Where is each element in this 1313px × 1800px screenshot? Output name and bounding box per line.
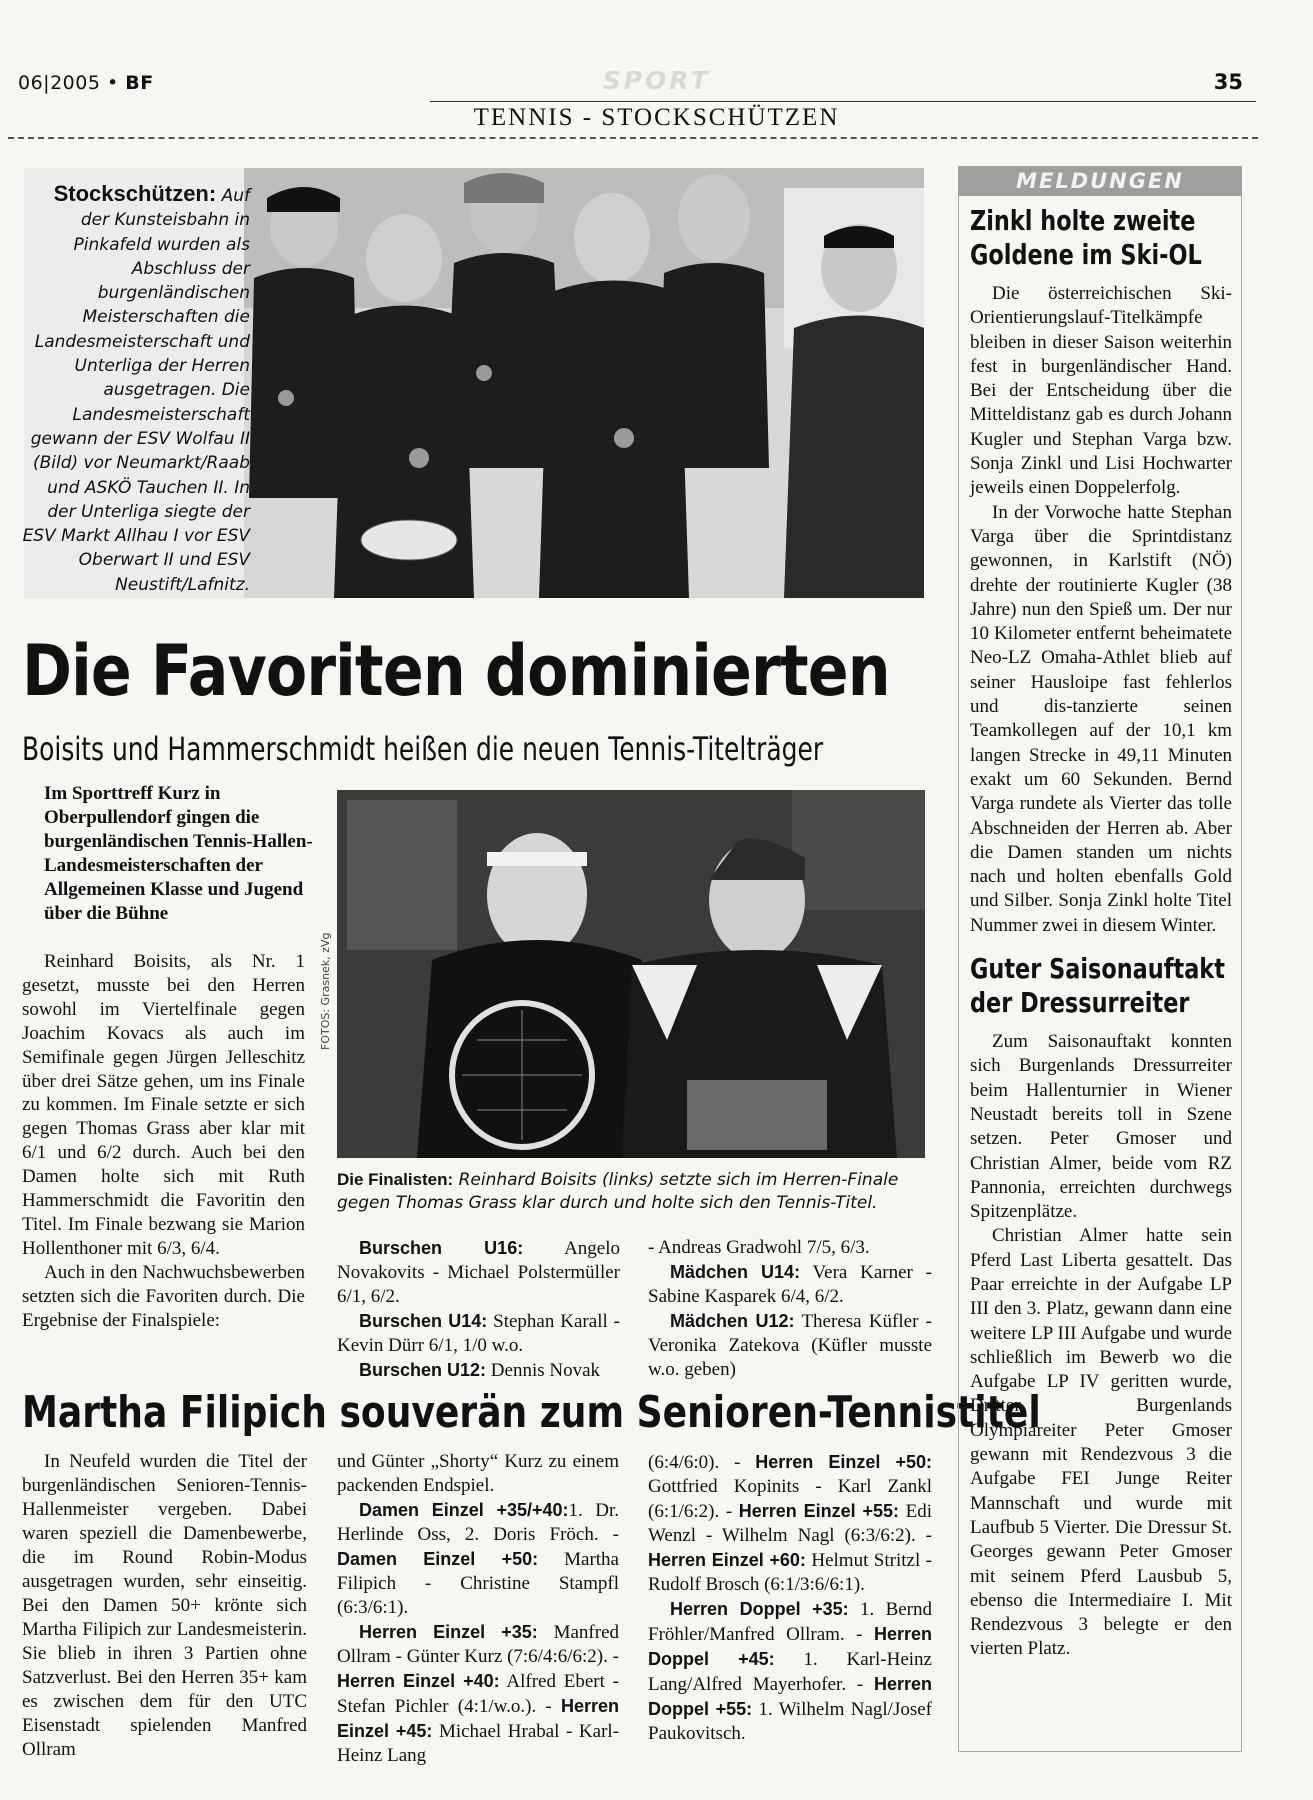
- senior-col-2: [337, 1450, 619, 1768]
- result-item: Mädchen U12: Theresa Küfler - Veronika Zatekova (Küfler musste w.o. geben): [648, 1311, 932, 1380]
- sidebar-heading: Guter Saisonauftakt der Dressurreiter: [970, 952, 1225, 1020]
- result-item: - Andreas Gradwohl 7/5, 6/3.: [648, 1237, 870, 1258]
- finalists-photo: [337, 790, 925, 1158]
- results-col-2: [648, 1236, 932, 1382]
- sidebar-paragraph: In der Vorwoche hatte Stephan Varga über die Sprintdistanz gewonnen, in Karlstift (NÖ) drehte der routinierte Kugler (38 Jahre) nun den Spieß um. Der nur 10 Kilometer entfernt beheimatete Neo-LZ Omaha-Athlet blieb auf seiner Hausloipe fast fehlerlos und dis-tanzierte seinen Teamkollegen auf der 10,1 km langen Strecke in 49,11 Minuten exakt um 60 Sekunden. Bernd Varga rundete als Vierter das tolle Abschneiden der Herren ab. Aber die Damen standen um nichts nach und holten ebenfalls Gold und Silber. Sonja Zinkl holte Titel Nummer zwei in diesem Winter.: [970, 501, 1232, 936]
- headline: Die Favoriten dominierten: [22, 630, 890, 712]
- senior-results: Herren Einzel +35: Manfred Ollram - Günter Kurz (7:6/4:6/6:2). - Herren Einzel +40: Alfred Ebert - Stefan Pichler (4:1/w.o.). - Herren Einzel +45: Michael Hrabal - Karl-Heinz Lang: [337, 1622, 620, 1766]
- sidebar-band: MELDUNGEN: [958, 166, 1242, 196]
- article-paragraph: Auch in den Nachwuchsbewerben setzten sich die Favoriten durch. Die Ergebnise der Finalspiele:: [22, 1261, 305, 1331]
- senior-col-1: [22, 1450, 307, 1762]
- photo-credit: FOTOS: Grasnek, zVg: [319, 932, 332, 1050]
- result-item: Burschen U14: Stephan Karall - Kevin Dürr 6/1, 1/0 w.o.: [337, 1311, 620, 1356]
- result-item: Burschen U16: Angelo Novakovits - Michael Polstermüller 6/1, 6/2.: [337, 1238, 620, 1307]
- article-paragraph: Reinhard Boisits, als Nr. 1 gesetzt, musste bei den Herren sowohl im Viertelfinale gegen Joachim Kovacs als auch im Semifinale gegen Jürgen Jelleschitz über drei Sätze gehen, um ins Finale zu kommen. Im Finale setzte er sich gegen Thomas Grass aber klar mit 6/1 und 6/2 durch. Auch bei den Damen holte sich mit Ruth Hammerschmidt die Favoritin den Titel. Im Finale bezwang sie Marion Hollenthoner mit 6/3, 6/4.: [22, 951, 305, 1259]
- senior-headline: Martha Filipich souverän zum Senioren-Tennistitel: [22, 1387, 1041, 1438]
- senior-results: (6:4/6:0). - Herren Einzel +50: Gottfried Kopinits - Karl Zankl (6:1/6:2). - Herren Einzel +55: Edi Wenzl - Wilhelm Nagl (6:3/6:2). - Herren Einzel +60: Helmut Stritzl - Rudolf Brosch (6:1/3:6/6:1).: [648, 1452, 932, 1595]
- tennis-article-body: [22, 950, 305, 1333]
- results-col-1: [337, 1236, 620, 1383]
- sidebar-paragraph: Zum Saisonauftakt konnten sich Burgenlands Dressurreiter beim Hallenturnier in Wiener Neustadt bereits toll in Szene setzen. Peter Gmoser und Christian Almer, beide vom RZ Pannonia, erreichten durchwegs Spitzenplätze.: [970, 1031, 1232, 1223]
- result-item: Burschen U12: Dennis Novak: [359, 1360, 601, 1381]
- stock-caption: Stockschützen: Auf der Kunsteisbahn in Pinkafeld wurden als Abschluss der burgenländischen Meisterschaften die Landesmeisterschaft und Unterliga der Herren ausgetragen. Die Landesmeisterschaft gewann der ESV Wolfau II (Bild) vor Neumarkt/Raab und ASKÖ Tauchen II. In der Unterliga siegte der ESV Markt Allhau I vor ESV Oberwart II und ESV Neustift/Lafnitz.: [22, 181, 250, 595]
- page-number: 35: [1213, 70, 1243, 94]
- lead-paragraph: Im Sporttreff Kurz in Oberpullendorf gingen die burgenländischen Tennis-Hallen-Landesmeisterschaften der Allgemeinen Klasse und Jugend über die Bühne: [44, 783, 313, 924]
- senior-paragraph: In Neufeld wurden die Titel der burgenländischen Senioren-Tennis-Hallenmeister vergeben. Dabei waren speziell die Damenbewerbe, die im Round Robin-Modus ausgetragen wurden, sehr einseitig. Bei den Damen 50+ krönte sich Martha Filipich zur Landesmeisterin. Sie blieb in ihren 3 Partien ohne Satzverlust. Bei den Herren 35+ kam es zwischen dem für den UTC Eisenstadt spielenden Manfred Ollram: [22, 1451, 307, 1760]
- result-item: Mädchen U14: Vera Karner - Sabine Kasparek 6/4, 6/2.: [648, 1262, 932, 1307]
- finalists-caption: Die Finalisten: Reinhard Boisits (links) setzte sich im Herren-Finale gegen Thomas Grass klar durch und holte sich den Tennis-Titel.: [337, 1170, 899, 1213]
- section-label: SPORT: [602, 66, 711, 95]
- subheadline: Boisits und Hammerschmidt heißen die neuen Tennis-Titelträger: [22, 730, 824, 768]
- dashed-rule: [8, 137, 1258, 139]
- senior-results: Herren Doppel +35: 1. Bernd Fröhler/Manfred Ollram. - Herren Doppel +45: 1. Karl-Heinz Lang/Alfred Mayerhofer. - Herren Doppel +55: 1. Wilhelm Nagl/Josef Paukovitsch.: [648, 1599, 933, 1744]
- sidebar-paragraph: Die österreichischen Ski-Orientierungslauf-Titelkämpfe bleiben in dieser Saison weiterhin fest in burgenländischer Hand. Bei der Entscheidung über die Mitteldistanz gab es durch Johann Kugler und Stephan Varga bzw. Sonja Zinkl und Lisi Hochwarter jeweils einen Doppelerfolg.: [970, 283, 1232, 499]
- senior-paragraph: und Günter „Shorty“ Kurz zu einem packenden Endspiel.: [337, 1451, 619, 1496]
- sidebar-heading: Zinkl holte zweite Goldene im Ski-OL: [970, 204, 1202, 271]
- senior-results: Damen Einzel +35/+40:1. Dr. Herlinde Oss, 2. Doris Fröch. - Damen Einzel +50: Martha Filipich - Christine Stampfl (6:3/6:1).: [337, 1500, 619, 1618]
- sidebar-content: [970, 204, 1232, 1662]
- header-rule: [430, 101, 1256, 102]
- subsection-label: TENNIS - STOCKSCHÜTZEN: [473, 104, 840, 131]
- senior-col-3: [648, 1450, 932, 1746]
- sidebar-paragraph: Christian Almer hatte sein Pferd Last Liberta gesattelt. Das Paar erreichte in der Aufgabe LP III den 3. Platz, gewann dann eine weitere LP III Aufgabe und wurde schließlich im Bewerb wo die Aufgabe LP IV geritten wurde, Dritter. Burgenlands Olympiareiter Peter Gmoser gewann mit Rendezvous 3 die Aufgabe FEI Junge Reiter Mannschaft und wurde mit Laufbub 5 Vierter. Die Dressur St. Georges gewann Peter Gmoser mit seinem Pferd Lausbub 5, ebenso die Intermediaire I. Mit Rendezvous 3 belegte er den vierten Platz.: [970, 1225, 1232, 1660]
- issue-label: 06|2005 • BF: [18, 72, 154, 94]
